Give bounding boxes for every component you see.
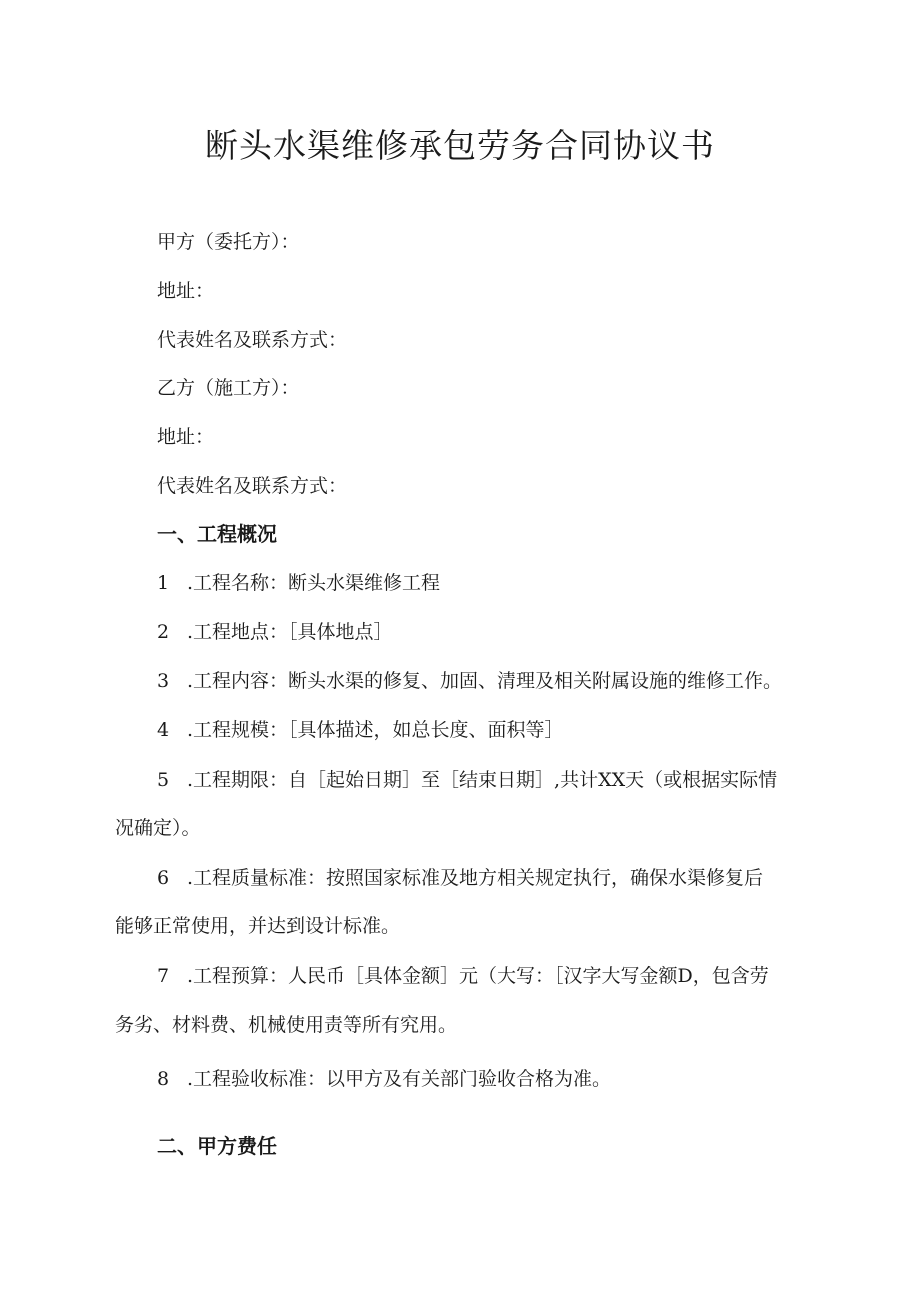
item-text: .工程期限：自［起始日期］至［结束日期］,共计XX天（或根据实际情 bbox=[187, 769, 778, 791]
section-2-heading: 二、甲方费任 bbox=[157, 1134, 277, 1158]
party-b-contact: 代表姓名及联系方式： bbox=[157, 475, 348, 497]
item-text: .工程地点：［具体地点］ bbox=[187, 621, 393, 643]
item-number: 4 bbox=[157, 719, 170, 741]
party-a-label: 甲方（委托方）： bbox=[157, 231, 300, 253]
item-number: 8 bbox=[157, 1068, 170, 1090]
item-number: 5 bbox=[157, 769, 170, 791]
item-number: 3 bbox=[157, 670, 170, 692]
item-text: .工程预算：人民币［具体金额］元（大写：［汉字大写金额D，包含劳 bbox=[187, 965, 769, 987]
section-1-item bbox=[157, 963, 769, 989]
item-text: .工程内容：断头水渠的修复、加固、清理及相关附属设施的维修工作。 bbox=[187, 670, 783, 692]
section-1-item bbox=[157, 717, 564, 743]
item-continuation: 况确定）。 bbox=[115, 817, 201, 839]
item-continuation: 能够正常使用，并达到设计标准。 bbox=[115, 915, 401, 937]
item-text: .工程名称：断头水渠维修工程 bbox=[187, 572, 441, 594]
item-number: 7 bbox=[157, 965, 170, 987]
item-number: 2 bbox=[157, 621, 170, 643]
party-b-address: 地址： bbox=[157, 426, 215, 448]
item-text: .工程规模：［具体描述，如总长度、面积等］ bbox=[187, 719, 564, 741]
section-1-item bbox=[157, 767, 777, 793]
section-1-item bbox=[157, 1066, 611, 1092]
party-a-contact: 代表姓名及联系方式： bbox=[157, 329, 348, 351]
party-b-label: 乙方（施工方）： bbox=[157, 377, 300, 399]
section-1-item bbox=[157, 570, 440, 596]
section-1-heading: 一、工程概况 bbox=[157, 522, 277, 546]
item-text: .工程验收标准：以甲方及有关部门验收合格为准。 bbox=[187, 1068, 612, 1090]
section-1-item bbox=[157, 865, 763, 891]
document-title: 断头水渠维修承包劳务合同协议书 bbox=[205, 126, 715, 165]
section-1-item bbox=[157, 668, 782, 694]
item-number: 6 bbox=[157, 867, 170, 889]
item-number: 1 bbox=[157, 572, 170, 594]
item-text: .工程质量标准：按照国家标准及地方相关规定执行，确保水渠修复后 bbox=[187, 867, 764, 889]
party-a-address: 地址： bbox=[157, 280, 215, 302]
item-continuation: 务劣、材料费、机械使用责等所有究用。 bbox=[115, 1014, 458, 1036]
section-1-item bbox=[157, 619, 393, 645]
